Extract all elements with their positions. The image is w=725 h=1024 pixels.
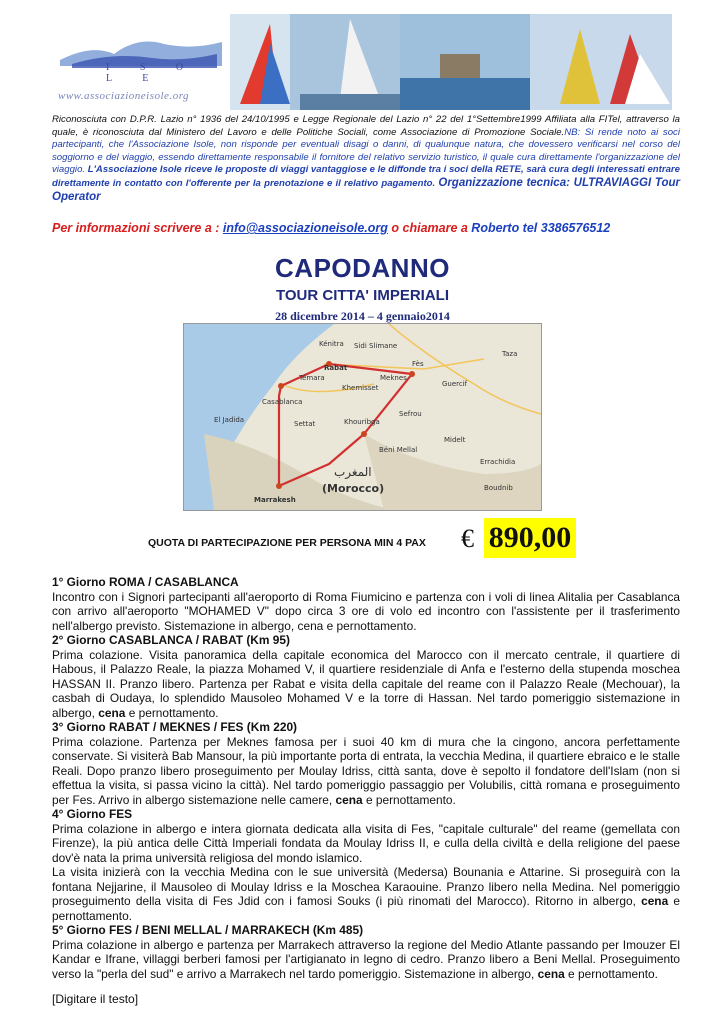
- contact-prefix: Per informazioni scrivere a :: [52, 221, 223, 235]
- header-photo-collage: [230, 14, 672, 110]
- day-3-paragraph: [52, 735, 680, 808]
- tour-subtitle: TOUR CITTA' IMPERIALI: [275, 287, 449, 304]
- price-value: 890,00: [484, 518, 576, 558]
- day-4-after: e pernottamento.: [52, 894, 680, 923]
- isole-logo: [52, 14, 230, 110]
- day-1-title: 1° Giorno ROMA / CASABLANCA: [52, 575, 239, 589]
- day-1-text: Incontro con i Signori partecipanti all'aeroporto di Roma Fiumicino e partenza con i voli di linea Alitalia per Casablanca con arrivo all'aeroporto "MOHAMED V" dopo circa 3 ore di volo ed incontro con l'assistente per il trasferimento nell'albergo previsto. Sistemazione in albergo, cena e pernottamento.: [52, 589, 680, 633]
- day-3-text: Prima colazione. Partenza per Meknes famosa per i suoi 40 km di mura che la cingono, ancora perfettamente conservate. Si visiterà Bab Mansour, la più importante porta di entrata, la vecchia Medina, il quartiere ebraico e le stalle Reali. Dopo pranzo libero proseguimento per Moulay Idriss, città santa, dove è sepolto il fondatore dell'Islam (non si effettua la visita, si passa vicino la città). Nel tardo pomeriggio passaggio per Volubilis, città romana e proseguimento per Fes. Arrivo in albergo sistemazione nelle camere,: [52, 734, 680, 807]
- site-url: www.associazioneisole.org: [58, 90, 190, 102]
- map-label-khemisset: Khemisset: [342, 384, 379, 392]
- map-label-rabat: Rabat: [324, 364, 348, 372]
- map-label-casablanca: Casablanca: [262, 398, 303, 406]
- map-label-beni-mellal: Béni Mellal: [379, 446, 418, 454]
- sailboats-collage-image: [230, 14, 672, 110]
- map-label-kenitra: Kénitra: [319, 340, 344, 348]
- day-5-after: e pernottamento.: [564, 966, 658, 981]
- rete-note: L'Associazione Isole riceve le proposte di viaggi vantaggiose e le diffonde tra i soci della RETE, sarà cura degli interessati entrare direttamente in contatto con l'offerente per la prenotazione e il relativo pagamento.: [52, 164, 680, 189]
- map-label-meknes: Meknes: [380, 374, 407, 382]
- map-label-errachidia: Errachidia: [480, 458, 516, 466]
- page-title: CAPODANNO: [275, 253, 450, 283]
- day-5-title: 5° Giorno FES / BENI MELLAL / MARRAKECH (Km 485): [52, 923, 364, 937]
- association-disclaimer: [52, 114, 680, 204]
- day-2-text: Prima colazione. Visita panoramica della capitale economica del Marocco con il mercato centrale, il quartiere di Habous, il Palazzo Reale, la piazza Mohamed V, il quartiere residenziale di Anfa e l'esterno della stupenda moschea HASSAN II. Pranzo libero. Partenza per Rabat e visita della capitale del reame con il Palazzo Reale (Mechouar), la casbah di Oudaya, lo splendido Mausoleo Mohamed V e la torre di Hassan. Nel tardo pomeriggio sistemazione in albergo,: [52, 647, 680, 720]
- day-4-cena: cena: [641, 894, 669, 908]
- price-label: QUOTA DI PARTECIPAZIONE PER PERSONA MIN 4 PAX: [148, 537, 426, 549]
- nb-note: NB: Si rende noto ai soci partecipanti, che l'Associazione Isole, non risponde per eventuali disagi o danni, di qualunque natura, che dovessero verificarsi nel corso del soggiorno e del viaggio, essendo direttamente responsabile il fornitore del relativo servizio turistico, il quale cura direttamente l'organizzazione del viaggio.: [52, 126, 680, 176]
- day-2-paragraph: [52, 648, 680, 721]
- map-label-sefrou: Sefrou: [399, 410, 422, 418]
- map-label-fes: Fès: [412, 360, 424, 368]
- map-label-boudnib: Boudnib: [484, 484, 513, 492]
- map-label-guercif: Guercif: [442, 380, 468, 388]
- map-label-morocco: (Morocco): [322, 482, 385, 495]
- map-label-sidi-slimane: Sidi Slimane: [354, 342, 398, 350]
- map-label-khouribga: Khouribga: [344, 418, 380, 426]
- phone-contact: Roberto tel 3386576512: [471, 221, 611, 235]
- day-3-title: 3° Giorno RABAT / MEKNES / FES (Km 220): [52, 720, 298, 734]
- map-label-marrakesh: Marrakesh: [254, 496, 296, 504]
- footer-placeholder: [Digitare il testo]: [52, 992, 139, 1006]
- day-2-title: 2° Giorno CASABLANCA / RABAT (Km 95): [52, 633, 290, 647]
- recognition-text: Riconosciuta con D.P.R. Lazio n° 1936 del 24/10/1995 e Legge Regionale del Lazio n° 22 del 1°Settembre1999 Affiliata alla FITel, attraverso la quale, è riconosciuta dal Ministero del Lavoro e delle Politiche Sociali, come Associazione di Promozione Sociale.: [52, 114, 680, 138]
- morocco-map-image: [184, 324, 541, 510]
- day-5-text: Prima colazione in albergo e partenza per Marrakech attraverso la regione del Medio Atlante passando per Imouzer El Kandar e Ifrane, villaggi berberi famosi per l'artigianato in legno di cedro. Pranzo libero a Beni Mellal. Proseguimento verso la "perla del sud" e arrivo a Marrakech nel tardo pomeriggio. Sistemazione in albergo,: [52, 937, 680, 981]
- map-label-midelt: Midelt: [444, 436, 466, 444]
- day-5-paragraph: [52, 938, 680, 982]
- day-4-text2: La visita inizierà con la vecchia Medina con le sue università (Medersa) Bounania e Attarine. Si proseguirà con la fontana Nejjarine, il Mausoleo di Moulay Idriss e la Moschea Karaouine. Pranzo libero nella Medina. Nel pomeriggio proseguimento della visita di Fes Jdid con i famosi Souks (i più rinomati del Marocco). Ritorno in albergo,: [52, 865, 680, 908]
- contact-line: [52, 221, 610, 235]
- contact-middle: o chiamare a: [387, 221, 472, 235]
- map-label-settat: Settat: [294, 420, 316, 428]
- route-map: [183, 323, 542, 511]
- map-label-el-jadida: El Jadida: [214, 416, 245, 424]
- map-label-morocco-arabic: المغرب: [334, 465, 372, 479]
- day-5-cena: cena: [537, 966, 565, 981]
- day-3-cena: cena: [335, 792, 363, 807]
- email-link[interactable]: info@associazioneisole.org: [222, 221, 388, 235]
- map-label-taza: Taza: [502, 350, 518, 358]
- day-4-text: Prima colazione in albergo e intera giornata dedicata alla visita di Fes, "capitale culturale" del reame (gemellata con Firenze), la più antica delle Città Imperiali fondata da Moulay Idriss II, e culla della civiltà e della religione del paese dov'è nata la prima università religiosa del mondo islamico.: [52, 821, 680, 865]
- day-2-cena: cena: [98, 705, 126, 720]
- logo-text: I S O L E: [106, 62, 198, 84]
- itinerary: [52, 575, 680, 981]
- day-4-paragraph: [52, 865, 680, 923]
- currency-symbol: €: [461, 524, 474, 553]
- map-label-temara: Témara: [299, 374, 325, 382]
- header-banner: [52, 14, 672, 110]
- tour-dates: 28 dicembre 2014 – 4 gennaio2014: [275, 309, 450, 323]
- organizer-text: Organizzazione tecnica: ULTRAVIAGGI Tour Operator: [52, 176, 680, 203]
- day-2-after: e pernottamento.: [125, 705, 219, 720]
- day-3-after: e pernottamento.: [362, 792, 456, 807]
- day-4-title: 4° Giorno FES: [52, 807, 133, 821]
